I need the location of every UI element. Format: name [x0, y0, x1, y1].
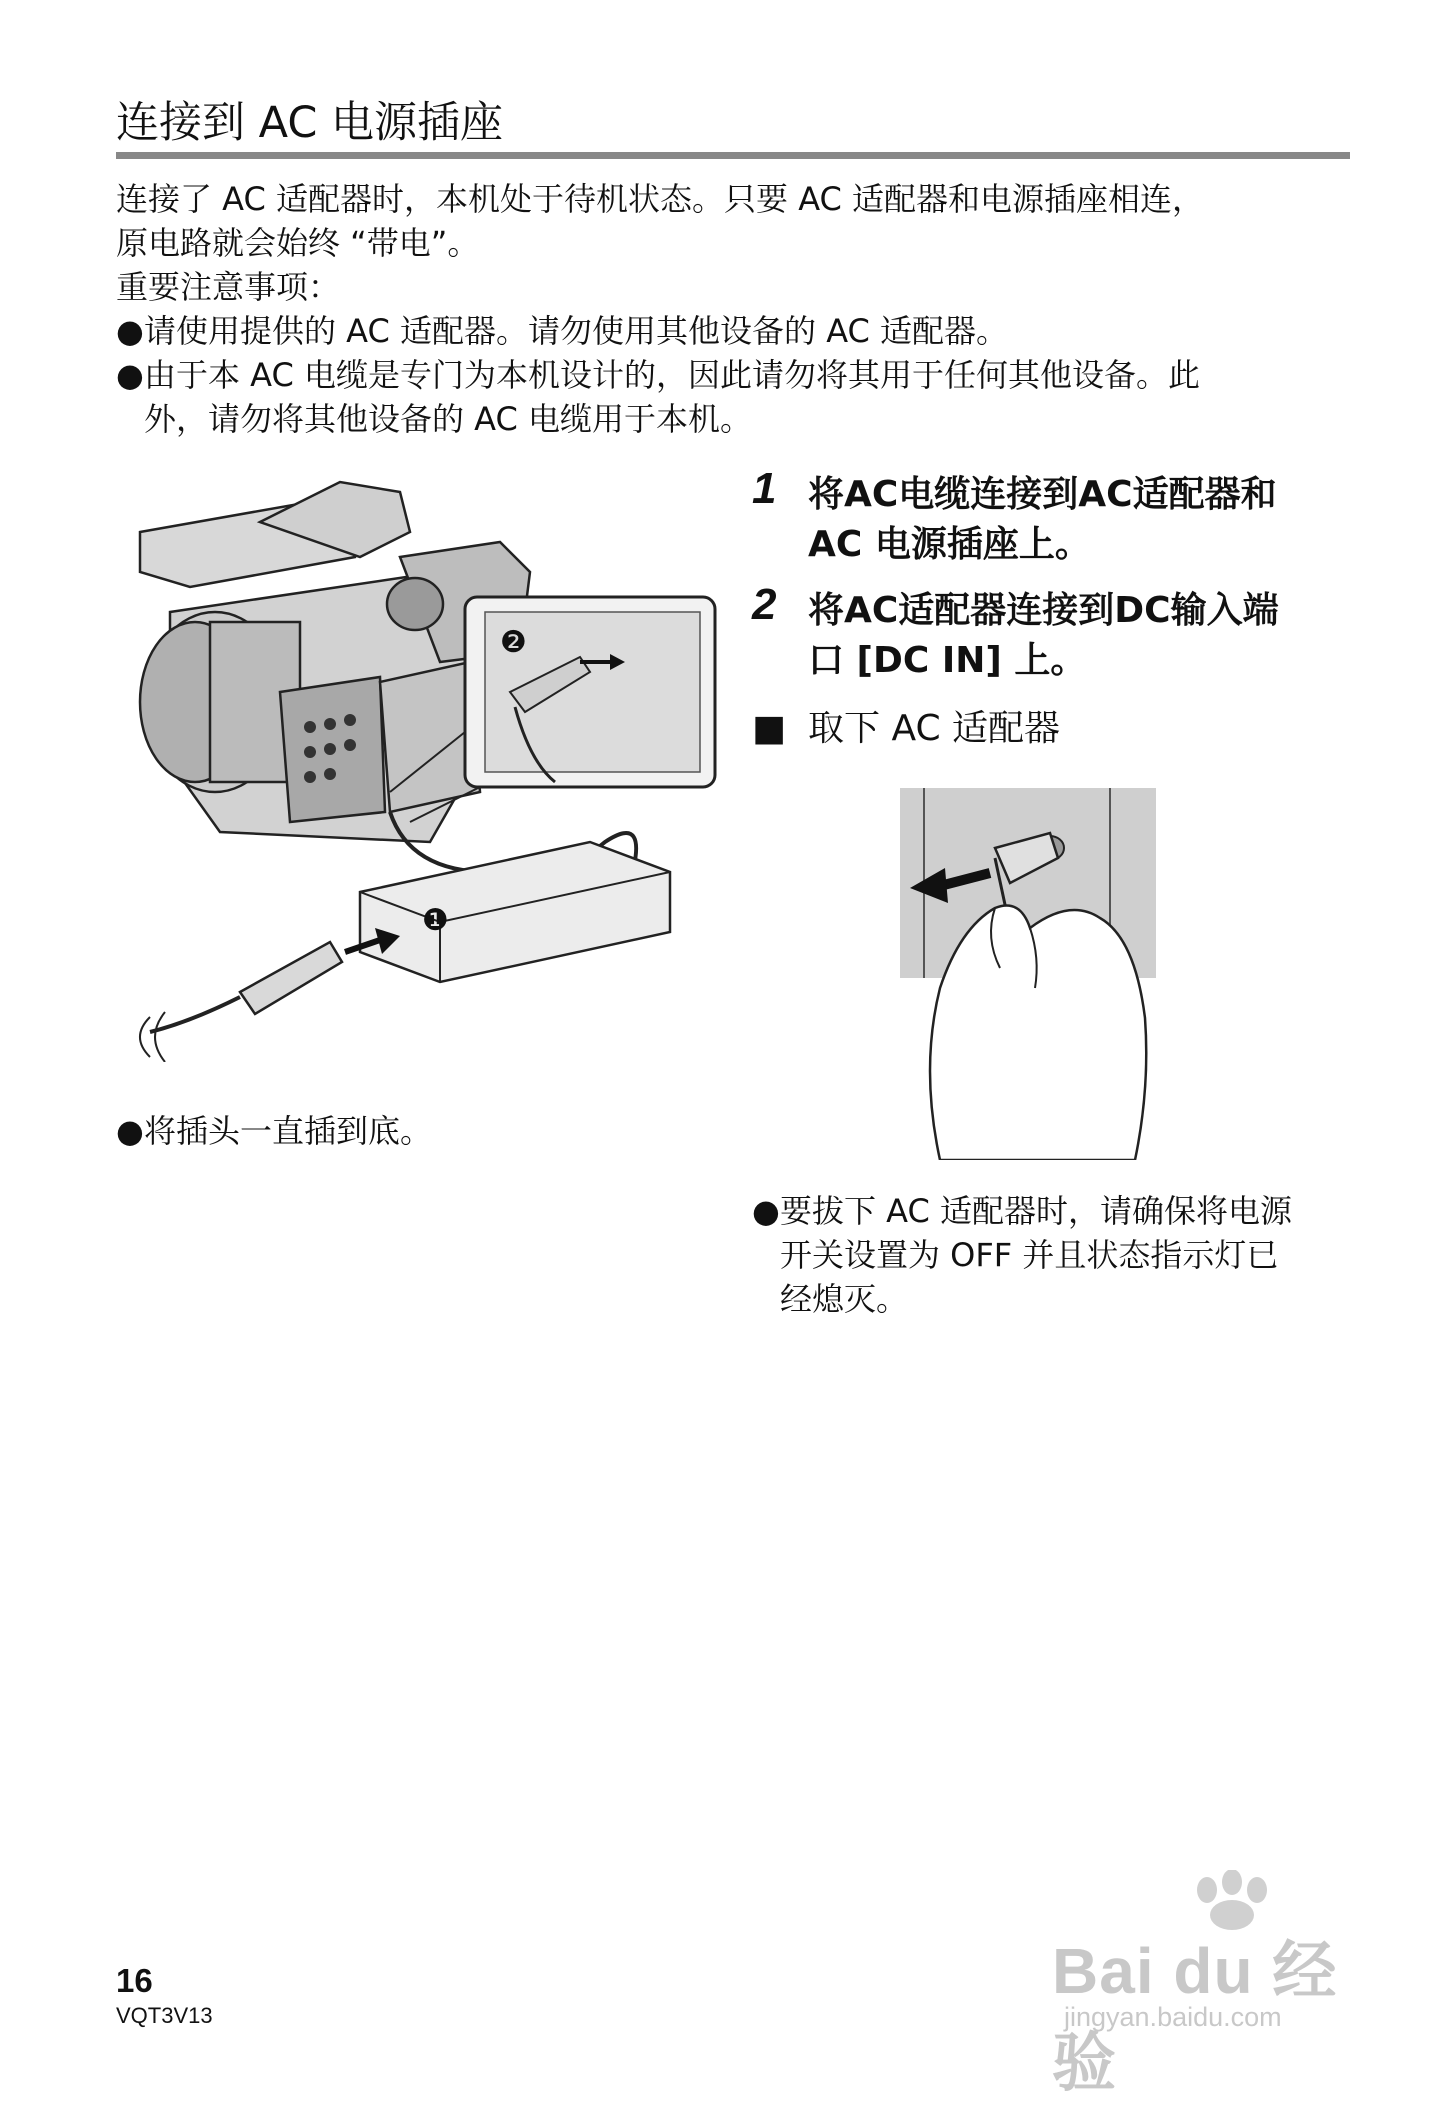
intro-line-1: 连接了 AC 适配器时，本机处于待机状态。只要 AC 适配器和电源插座相连， — [116, 180, 1205, 218]
page-number: 16 — [116, 1962, 153, 1999]
note-line-2: 开关设置为 OFF 并且状态指示灯已 — [780, 1236, 1279, 1274]
watermark-brand: Bai du 经验 — [1052, 1935, 1338, 2099]
note-line-1: 要拔下 AC 适配器时，请确保将电源 — [780, 1192, 1293, 1230]
square-marker: ■ — [752, 708, 787, 749]
step-2 — [752, 580, 1352, 684]
step-line-1: 将AC适配器连接到DC输入端 — [808, 590, 1279, 631]
callout-2: ❷ — [500, 625, 527, 660]
baidu-watermark — [1052, 1870, 1382, 2099]
important-heading: 重要注意事项： — [116, 268, 341, 306]
document-code: VQT3V13 — [116, 2003, 213, 2028]
step-line-2: 口 [DC IN] 上。 — [808, 640, 1087, 681]
title-divider — [116, 152, 1350, 159]
bullet-text-line-1: 由于本 AC 电缆是专门为本机设计的，因此请勿将其用于任何其他设备。此 — [144, 356, 1201, 394]
heading-text: 取下 AC 适配器 — [808, 708, 1061, 749]
remove-adapter-note — [752, 1190, 1352, 1322]
bullet-text: 请使用提供的 AC 适配器。请勿使用其他设备的 AC 适配器。 — [144, 312, 1009, 350]
bullet-dot: ● — [116, 1112, 144, 1150]
step-line-1: 将AC电缆连接到AC适配器和 — [808, 474, 1277, 515]
page-title: 连接到 AC 电源插座 — [116, 98, 504, 148]
step-number: 2 — [752, 580, 777, 629]
callout-1: ❶ — [422, 903, 449, 938]
bullet-dot: ● — [116, 312, 144, 350]
bullet-dot: ● — [752, 1192, 780, 1230]
step-1 — [752, 464, 1352, 568]
bullet-dot: ● — [116, 356, 144, 394]
camcorder-adapter-illustration — [110, 462, 730, 1062]
note-text: 将插头一直插到底。 — [144, 1112, 433, 1150]
unplug-illustration — [900, 788, 1156, 1160]
remove-adapter-heading — [752, 706, 1352, 756]
bullet-text-line-2: 外，请勿将其他设备的 AC 电缆用于本机。 — [144, 400, 753, 438]
intro-line-2: 原电路就会始终 “带电”。 — [116, 224, 480, 262]
step-number: 1 — [752, 464, 777, 513]
note-line-3: 经熄灭。 — [780, 1280, 909, 1318]
step-line-2: AC 电源插座上。 — [808, 524, 1091, 565]
important-bullet-2 — [116, 354, 1356, 442]
watermark-url: jingyan.baidu.com — [1064, 2002, 1282, 2032]
